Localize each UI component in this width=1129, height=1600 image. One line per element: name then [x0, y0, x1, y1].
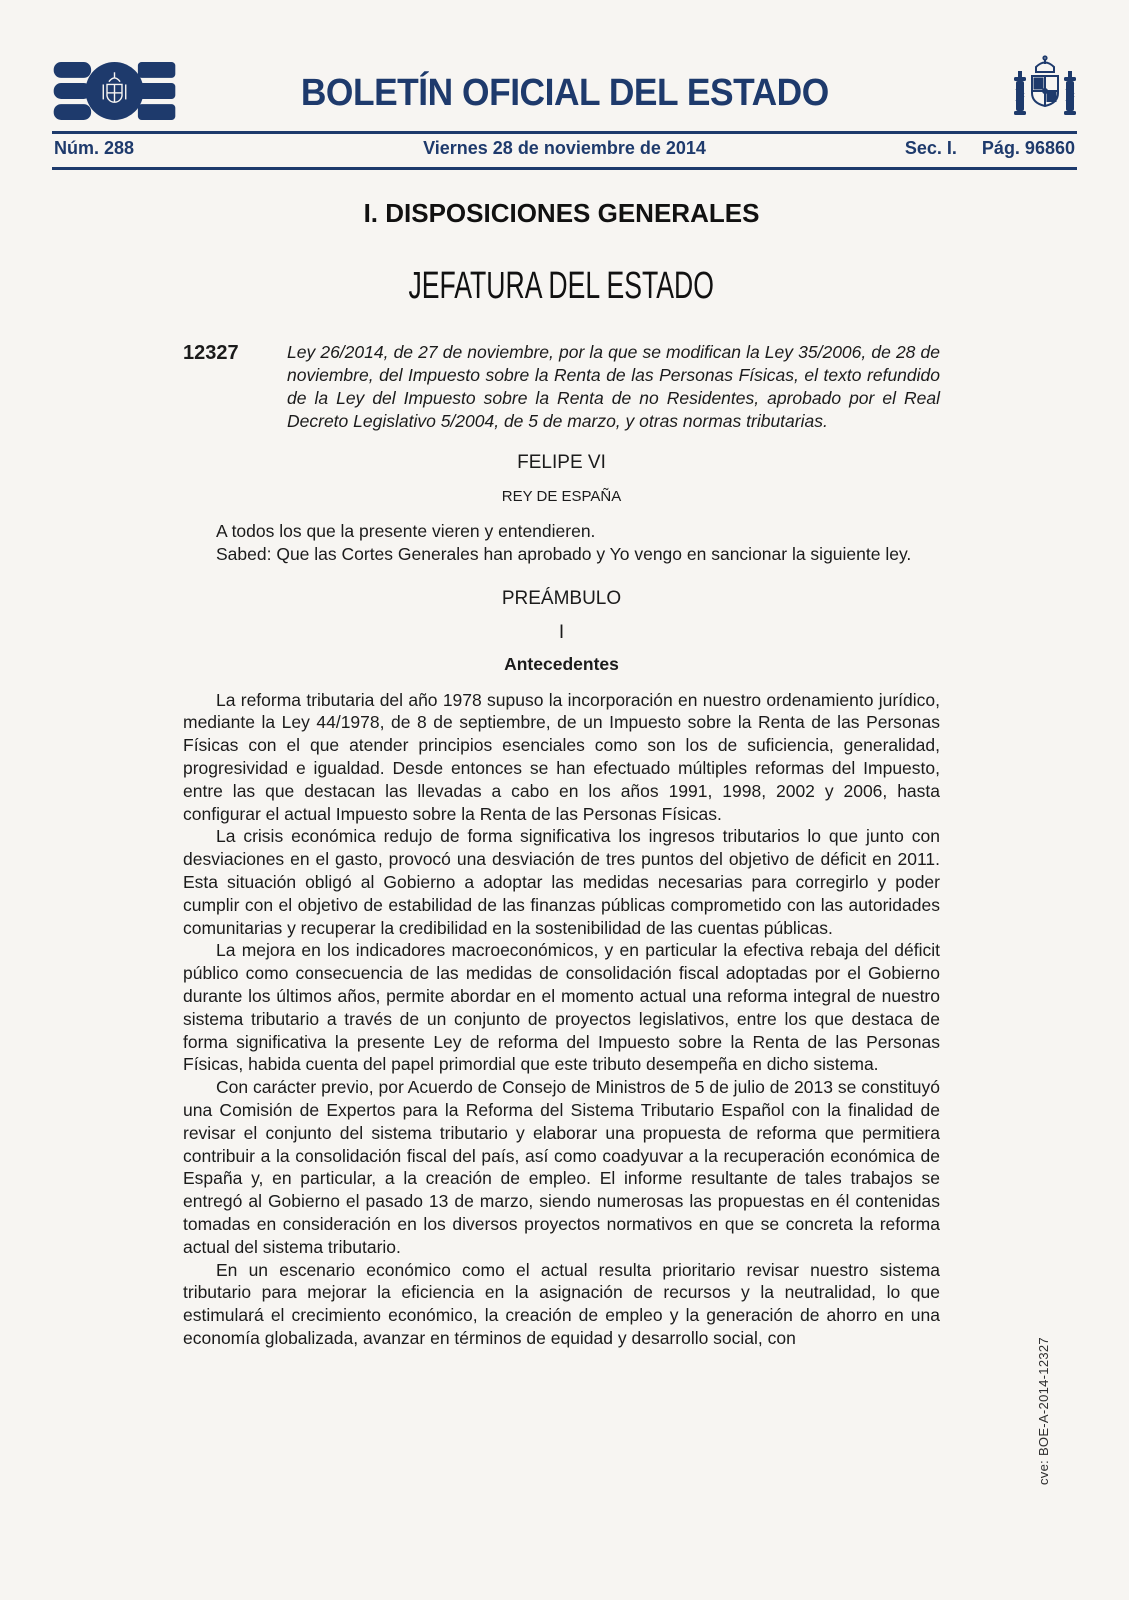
header-divider-bottom [52, 167, 1077, 170]
proclamation-line: Sabed: Que las Cortes Generales han aprobado y Yo vengo en sancionar la siguiente ley. [216, 543, 912, 564]
section-heading: I. DISPOSICIONES GENERALES [363, 198, 760, 228]
preamble-heading: PREÁMBULO [501, 587, 622, 609]
document-body [183, 198, 940, 1350]
body-paragraph: Con carácter previo, por Acuerdo de Consejo de Ministros de 5 de julio de 2013 se constituyó una Comisión de Expertos para la Reforma del Sistema Tributario Español con la finalidad de revisar el conjunto del sistema tributario y elaborar una propuesta de reforma que permitiera contribuir a la consolidación fiscal del país, así como coadyuvar a la recuperación económica de España y, en particular, a la creación de empleo. El informe resultante de tales trabajos se entregó al Gobierno el pasado 13 de marzo, siendo numerosas las propuestas en él contenidas tomadas en consideración en los diversos proyectos normativos en que se concreta la reforma actual del sistema tributario. [183, 1077, 940, 1257]
agency-heading-text: JEFATURA DEL ESTADO [408, 265, 715, 307]
issue-date: Viernes 28 de noviembre de 2014 [423, 138, 706, 158]
issue-number: Núm. 288 [54, 138, 135, 158]
page-title-text: BOLETÍN OFICIAL DEL ESTADO [300, 72, 829, 114]
header-meta-row [52, 138, 1077, 162]
header-divider-top [52, 131, 1077, 134]
section-label: Sec. I. [904, 138, 957, 158]
preamble-text-block [183, 689, 940, 1350]
proclamation-block [183, 520, 940, 566]
agency-heading [183, 265, 940, 308]
proclamation-line: A todos los que la presente vieren y entendieren. [216, 521, 596, 541]
signatory-title: REY DE ESPAÑA [501, 488, 622, 505]
coat-of-arms-icon [1012, 55, 1078, 131]
section-page-group [905, 138, 1075, 159]
page-title [0, 72, 1129, 115]
signatory-name: FELIPE VI [517, 452, 606, 473]
cve-code: cve: BOE-A-2014-12327 [1036, 1337, 1051, 1485]
preamble-subheading: Antecedentes [504, 653, 619, 674]
law-number: 12327 [183, 342, 239, 364]
body-paragraph: En un escenario económico como el actual resulta prioritario revisar nuestro sistema tributario para mejorar la eficiencia en la asignación de recursos y la neutralidad, lo que estimulará el crecimiento económico, la creación de empleo y la generación de ahorro en una economía globalizada, avanzar en términos de equidad y desarrollo social, con [183, 1259, 940, 1348]
body-paragraph: La crisis económica redujo de forma significativa los ingresos tributarios lo que junto con desviaciones en el gasto, provocó una desviación de tres puntos del objetivo de déficit en 2011. Esta situación obligó al Gobierno a adoptar las medidas necesarias para corregirlo y poder cumplir con el objetivo de estabilidad de las finanzas públicas comprometido con las autoridades comunitarias y recuperar la credibilidad en la sostenibilidad de las cuentas públicas. [183, 826, 940, 938]
preamble-numeral: I [558, 621, 565, 643]
law-item [183, 341, 940, 433]
law-title: Ley 26/2014, de 27 de noviembre, por la que se modifican la Ley 35/2006, de 28 de noviembre, del Impuesto sobre la Renta de las Personas Físicas, el texto refundido de la Ley del Impuesto sobre la Renta de no Residentes, aprobado por el Real Decreto Legislativo 5/2004, de 5 de marzo, y otras normas tributarias. [287, 342, 940, 431]
body-paragraph: La reforma tributaria del año 1978 supuso la incorporación en nuestro ordenamiento jurídico, mediante la Ley 44/1978, de 8 de septiembre, de un Impuesto sobre la Renta de las Personas Físicas con el que atender principios esenciales como son los de suficiencia, generalidad, progresividad e igualdad. Desde entonces se han efectuado múltiples reformas del Impuesto, entre las que destacan las llevadas a cabo en los años 1991, 1998, 2002 y 2006, hasta configurar el actual Impuesto sobre la Renta de las Personas Físicas. [183, 689, 940, 824]
page-number-label: Pág. 96860 [981, 138, 1075, 158]
body-paragraph: La mejora en los indicadores macroeconómicos, y en particular la efectiva rebaja del déficit público como consecuencia de las medidas de consolidación fiscal adoptadas por el Gobierno durante los últimos años, permite abordar en el momento actual una reforma integral de nuestro sistema tributario a través de un conjunto de proyectos legislativos, entre los que destaca de forma significativa la presente Ley de reforma del Impuesto sobre la Renta de las Personas Físicas, habida cuenta del papel primordial que este tributo desempeña en dicho sistema. [183, 940, 940, 1075]
